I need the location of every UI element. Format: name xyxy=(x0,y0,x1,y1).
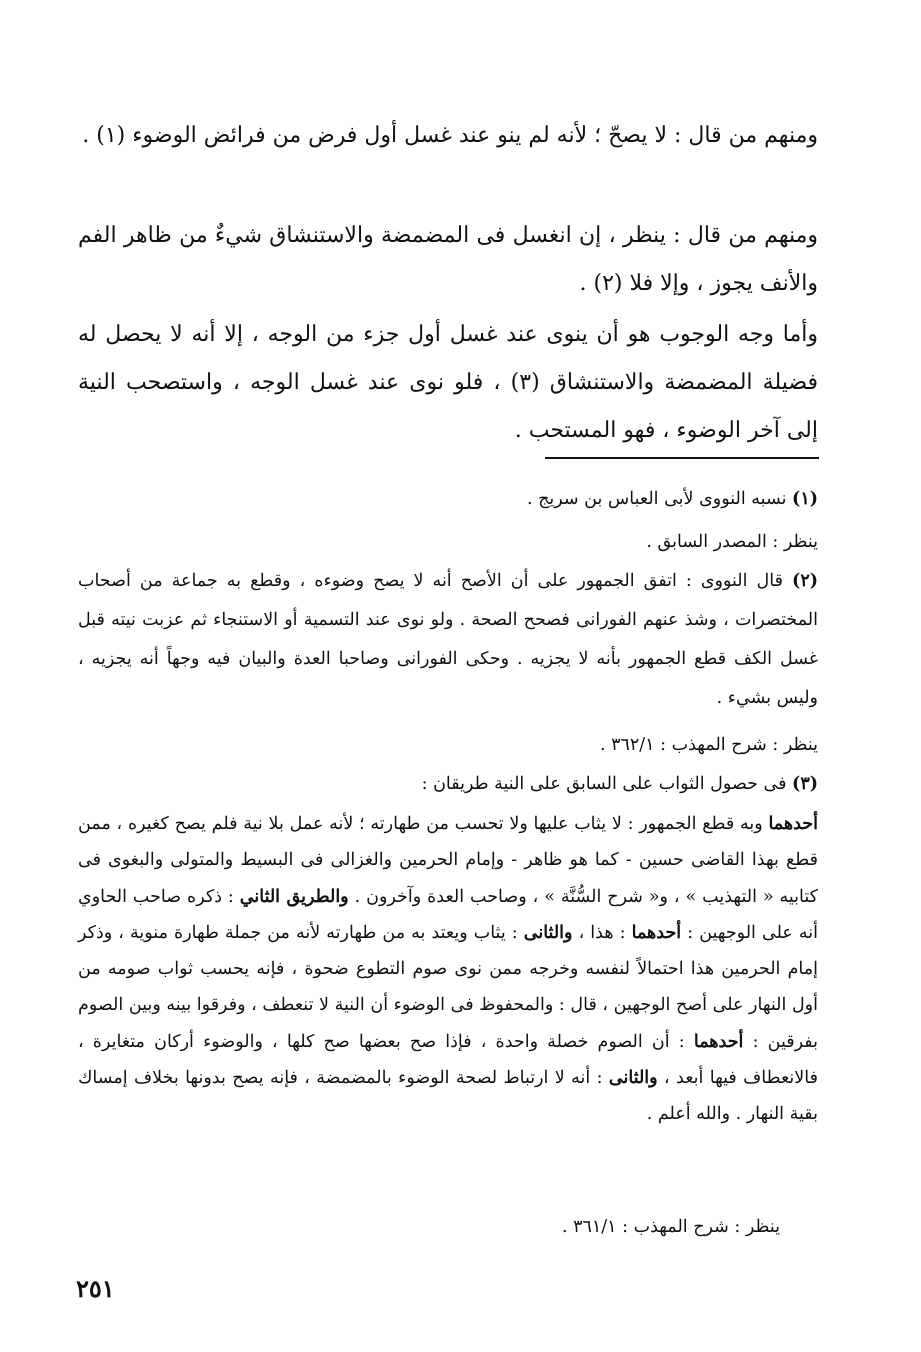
footnote-3-first-text: وبه قطع الجمهور : لا يثاب عليها ولا تحسب من طهارته ؛ لأنه عمل بلا نية فلم يصح كغيره ، ممن قطع بهذا القاضى حسين - كما هو ظاهر - وإمام الحرمين والغزالى فى البسيط والمتولى والبغوى فى كتابيه « التهذيب » ، و« شرح السُّنَّة » ، وصاحب العدة وآخرون . xyxy=(78,814,818,907)
footnote-2-text: قال النووى : اتفق الجمهور على أن الأصح أنه لا يصح وضوءه ، وقطع به جماعة من أصحاب المختصرات ، وشذ عنهم الفورانى فصحح الصحة . ولو نوى عند التسمية أو الاستنجاء ثم عزبت نيته قبل غسل الكف قطع الجمهور بأنه لا يجزيه . وحكى الفورانى وصاحبا العدة والبيان فيه وجهاً أنه يجزيه ، وليس بشيء . xyxy=(78,571,818,708)
footnote-3-second-text: : ذكره صاحب الحاوي أنه على الوجهين : xyxy=(78,886,818,943)
footnote-3-c-text: : أن الصوم خصلة واحدة ، فإذا صح بعضها صح كلها ، والوضوء أركان متغايرة ، فالانعطاف فيها أبعد ، xyxy=(78,1031,818,1089)
page-number: ٢٥١ xyxy=(76,1274,115,1303)
footnote-3-second-label: والطريق الثاني xyxy=(239,886,349,907)
body-paragraph-2: ومنهم من قال : ينظر ، إن انغسل فى المضمضة والاستنشاق شيءٌ من ظاهر الفم والأنف يجوز ، وإلا فلا (٢) . xyxy=(78,223,818,296)
footnote-3-d-label: والثانى xyxy=(608,1068,658,1089)
body-paragraph-1: ومنهم من قال : لا يصحّ ؛ لأنه لم ينو عند غسل أول فرض من فرائض الوضوء (١) . xyxy=(82,123,818,148)
footnote-1-text: نسبه النووى لأبى العباس بن سريج . xyxy=(526,489,787,509)
footnote-3-d-text: : أنه لا ارتباط لصحة الوضوء بالمضمضة ، فإنه يصح بدونها بخلاف إمساك بقية النهار . والله أعلم . xyxy=(78,1068,818,1125)
footnote-2 xyxy=(78,562,818,718)
footnote-3-c-label: أحدهما xyxy=(693,1031,744,1052)
footnote-3-number: (٣) xyxy=(792,774,818,794)
footnote-3-a-text: : هذا ، xyxy=(578,922,626,943)
body-paragraph-3: وأما وجه الوجوب هو أن ينوى عند غسل أول جزء من الوجه ، إلا أنه لا يحصل له فضيلة المضمضة والاستنشاق (٣) ، فلو نوى عند غسل الوجه ، واستصحب النية إلى آخر الوضوء ، فهو المستحب . xyxy=(78,322,818,443)
footnote-3-intro-text: فى حصول الثواب على السابق على النية طريقان : xyxy=(421,774,787,794)
footnote-3-b-label: والثانى xyxy=(523,922,573,943)
footnote-separator xyxy=(545,457,819,459)
footnote-1-reference: ينظر : المصدر السابق . xyxy=(646,532,818,552)
footnote-3-first-label: أحدهما xyxy=(768,814,818,834)
footnote-3-b-text: : يثاب ويعتد به من طهارته لأنه من جملة طهارة منوية ، وذكر إمام الحرمين هذا احتمالاً لنفسه وخرجه ممن نوى صوم التطوع ضحوة ، فإنه يحسب ثواب صومه من أول النهار على أصح الوجهين ، قال : والمحفوظ فى الوضوء أن النية لا تنعطف ، وفرقوا بينه وبين الصوم بفرقين : xyxy=(78,922,818,1052)
footnote-3-intro xyxy=(78,766,818,802)
footnote-3-reference: ينظر : شرح المهذب : ٣٦١/١ . xyxy=(561,1217,780,1237)
footnote-1-number: (١) xyxy=(792,489,818,509)
footnote-2-reference: ينظر : شرح المهذب : ٣٦٢/١ . xyxy=(599,735,818,755)
footnote-1 xyxy=(78,481,818,517)
footnote-3-body xyxy=(78,806,818,1133)
footnote-2-number: (٢) xyxy=(792,571,818,591)
footnote-3-a-label: أحدهما xyxy=(631,922,682,943)
